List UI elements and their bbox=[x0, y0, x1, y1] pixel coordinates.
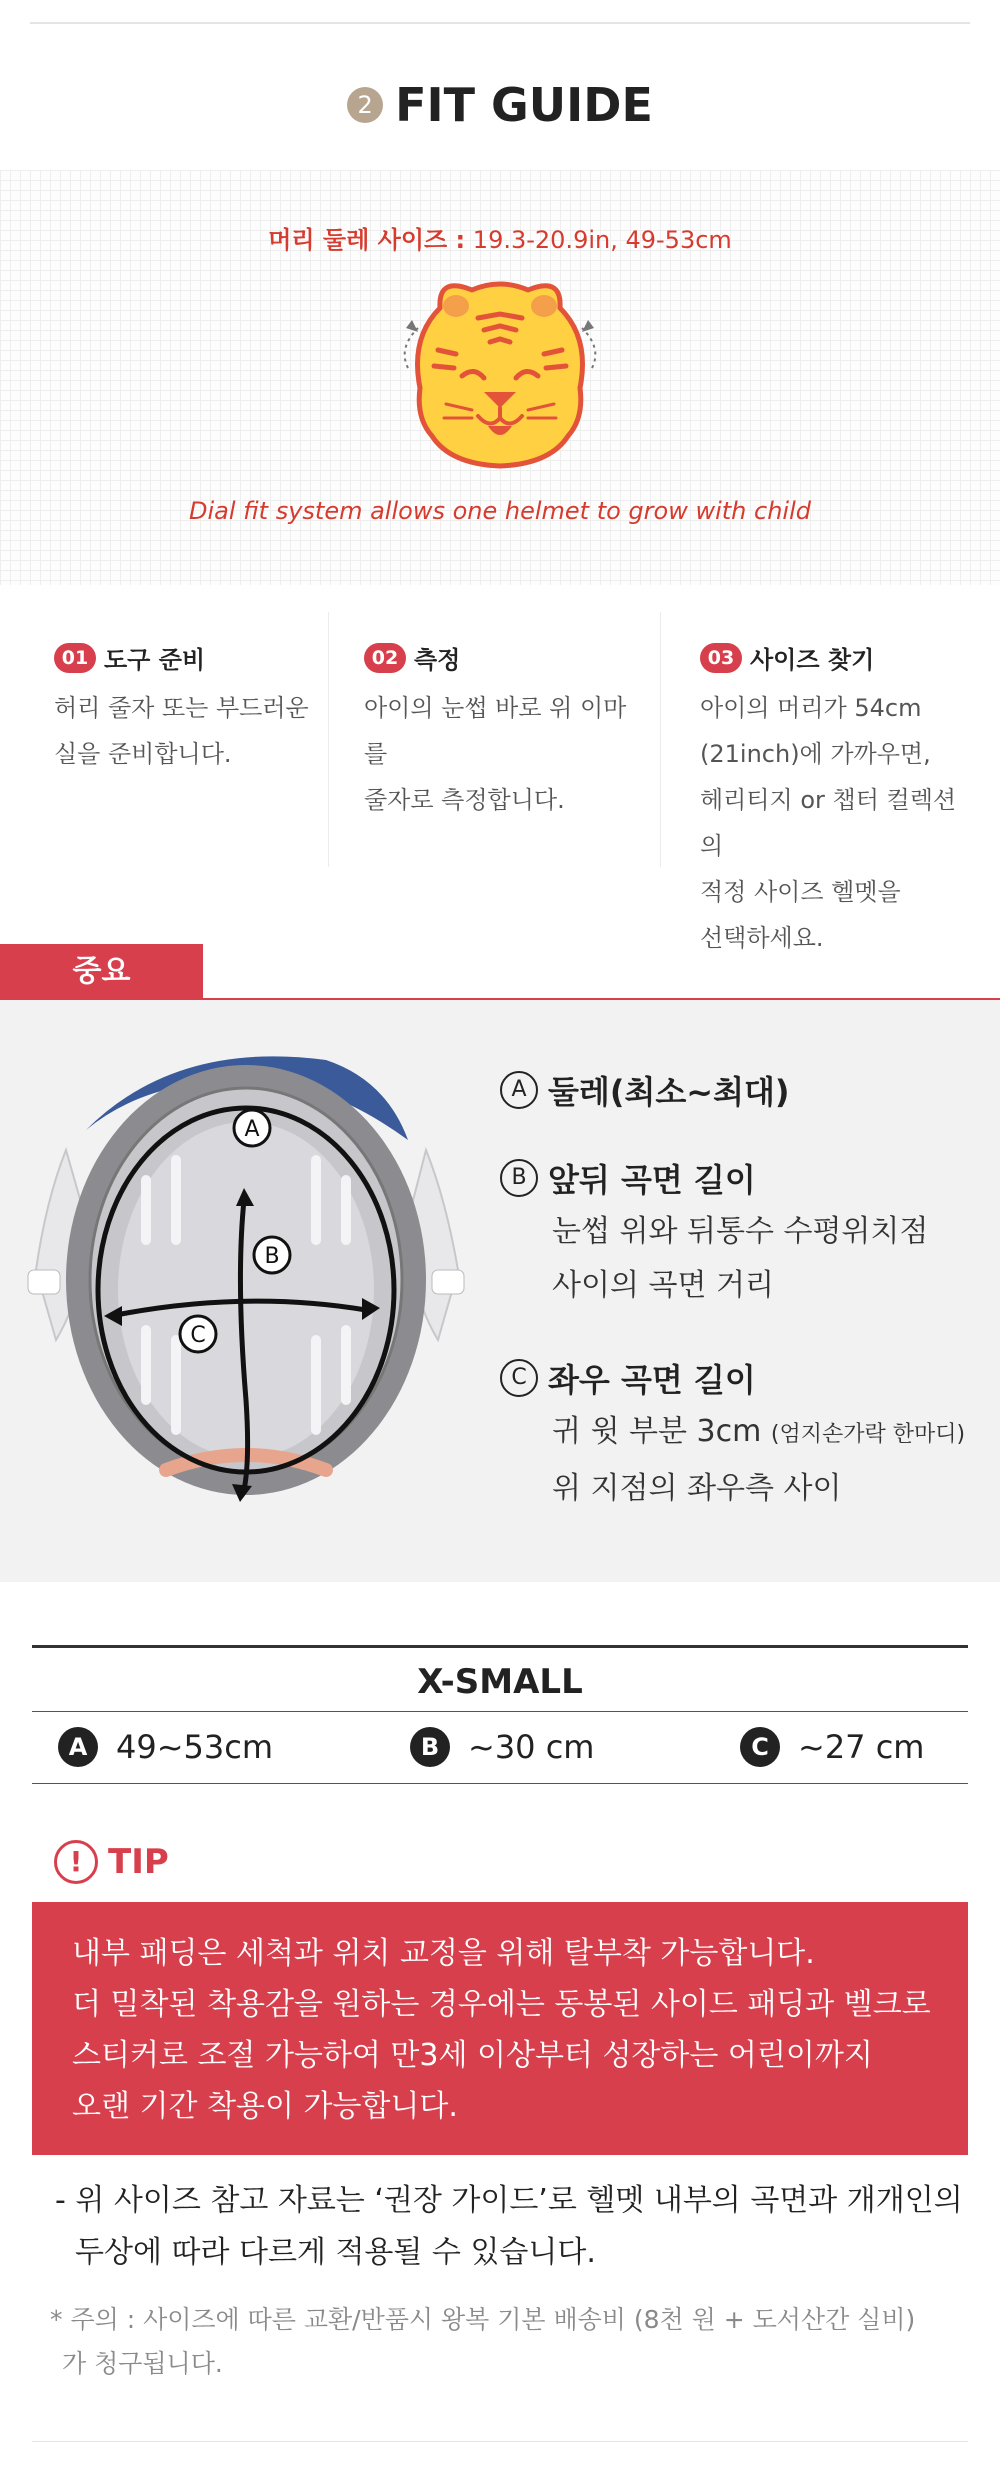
step-title: 사이즈 찾기 bbox=[750, 646, 875, 674]
step-number-badge: 03 bbox=[700, 643, 742, 673]
size-table-bottom-border bbox=[32, 1783, 968, 1784]
helmet-interior-diagram bbox=[26, 1040, 466, 1530]
step-number-badge: 01 bbox=[54, 643, 96, 673]
letter-a-badge: A bbox=[58, 1727, 98, 1767]
size-table-top-border bbox=[32, 1645, 968, 1648]
step-find-size bbox=[700, 640, 970, 961]
size-value: ~30 cm bbox=[468, 1728, 595, 1766]
letter-b-badge: B bbox=[500, 1159, 538, 1197]
dimension-title: 둘레(최소~최대) bbox=[548, 1073, 790, 1111]
dimension-c bbox=[500, 1355, 965, 1516]
exclamation-icon: ! bbox=[54, 1840, 98, 1884]
dimension-title: 좌우 곡면 길이 bbox=[548, 1361, 756, 1399]
size-value: 49~53cm bbox=[116, 1728, 274, 1766]
head-size-line bbox=[0, 220, 1000, 255]
page-title: FIT GUIDE bbox=[395, 78, 653, 132]
step-description: 아이의 머리가 54cm (21inch)에 가까우면, 헤리티지 or 챕터 컬렉션의 적정 사이즈 헬멧을 선택하세요. bbox=[700, 694, 957, 952]
letter-b-badge: B bbox=[410, 1727, 450, 1767]
tip-line: 내부 패딩은 세척과 위치 교정을 위해 탈부착 가능합니다. bbox=[72, 1936, 815, 1971]
step-header bbox=[700, 640, 970, 675]
step-title: 도구 준비 bbox=[104, 646, 206, 674]
step-description: 허리 줄자 또는 부드러운 실을 준비합니다. bbox=[54, 694, 309, 768]
size-reference-note bbox=[55, 2175, 975, 2279]
letter-c-badge: C bbox=[500, 1359, 538, 1397]
bottom-divider bbox=[32, 2441, 968, 2442]
dimension-desc-note: (엄지손가락 한마디) bbox=[770, 1422, 966, 1447]
size-value: ~27 cm bbox=[798, 1728, 925, 1766]
important-tab-label: 중요 bbox=[0, 944, 203, 1000]
dimension-desc-line2: 위 지점의 좌우측 사이 bbox=[552, 1471, 842, 1506]
tip-label: TIP bbox=[108, 1842, 169, 1882]
size-cell-b bbox=[410, 1722, 594, 1772]
note-line: 두상에 따라 다르게 적용될 수 있습니다. bbox=[75, 2235, 596, 2270]
step-description: 아이의 눈썹 바로 위 이마를 줄자로 측정합니다. bbox=[364, 694, 627, 814]
tip-line: 더 밀착된 착용감을 원하는 경우에는 동봉된 사이드 패딩과 벨크로 bbox=[72, 1987, 931, 2022]
step-divider bbox=[328, 612, 329, 867]
dimension-title: 앞뒤 곡면 길이 bbox=[548, 1161, 756, 1199]
step-tool-prep bbox=[54, 640, 324, 777]
step-title: 측정 bbox=[414, 646, 461, 674]
dimension-desc-line2: 사이의 곡면 거리 bbox=[552, 1268, 774, 1303]
step-number-badge: 02 bbox=[364, 643, 406, 673]
section-title bbox=[0, 78, 1000, 132]
dimension-b bbox=[500, 1155, 928, 1313]
step-header bbox=[364, 640, 634, 675]
svg-text:A: A bbox=[244, 1117, 260, 1142]
tip-text bbox=[72, 1928, 952, 2132]
note-line: 가 청구됩니다. bbox=[62, 2349, 223, 2378]
size-table-divider bbox=[32, 1711, 968, 1712]
size-cell-c bbox=[740, 1722, 924, 1772]
note-line: - 위 사이즈 참고 자료는 ‘권장 가이드’로 헬멧 내부의 곡면과 개개인의 bbox=[55, 2183, 963, 2218]
top-divider bbox=[30, 22, 970, 24]
dimension-a bbox=[500, 1067, 790, 1113]
tip-heading bbox=[54, 1840, 169, 1884]
letter-c-badge: C bbox=[740, 1727, 780, 1767]
section-number-badge: 2 bbox=[347, 87, 383, 123]
head-size-label: 머리 둘레 사이즈 : bbox=[268, 226, 466, 254]
dimension-desc-line1: 눈썹 위와 뒤통수 수평위치점 bbox=[552, 1214, 929, 1249]
tiger-head-illustration bbox=[380, 268, 620, 478]
important-underline bbox=[0, 998, 1000, 1000]
tip-line: 스티커로 조절 가능하여 만3세 이상부터 성장하는 어린이까지 bbox=[72, 2038, 873, 2073]
shipping-caution-note bbox=[50, 2298, 970, 2386]
head-size-value: 19.3-20.9in, 49-53cm bbox=[472, 226, 732, 254]
tip-line: 오랜 기간 착용이 가능합니다. bbox=[72, 2089, 458, 2124]
letter-a-badge: A bbox=[500, 1071, 538, 1109]
svg-text:B: B bbox=[264, 1244, 280, 1269]
size-cell-a bbox=[58, 1722, 273, 1772]
dial-fit-caption: Dial fit system allows one helmet to grow with child bbox=[189, 497, 811, 525]
note-line: * 주의 : 사이즈에 따른 교환/반품시 왕복 기본 배송비 (8천 원 + 도서산간 실비) bbox=[50, 2305, 916, 2334]
step-header bbox=[54, 640, 324, 675]
svg-text:C: C bbox=[190, 1323, 206, 1348]
step-divider bbox=[660, 612, 661, 867]
dimension-desc-line1: 귀 윗 부분 3cm bbox=[552, 1414, 762, 1449]
size-table-title: X-SMALL bbox=[417, 1662, 583, 1702]
step-measure bbox=[364, 640, 634, 823]
